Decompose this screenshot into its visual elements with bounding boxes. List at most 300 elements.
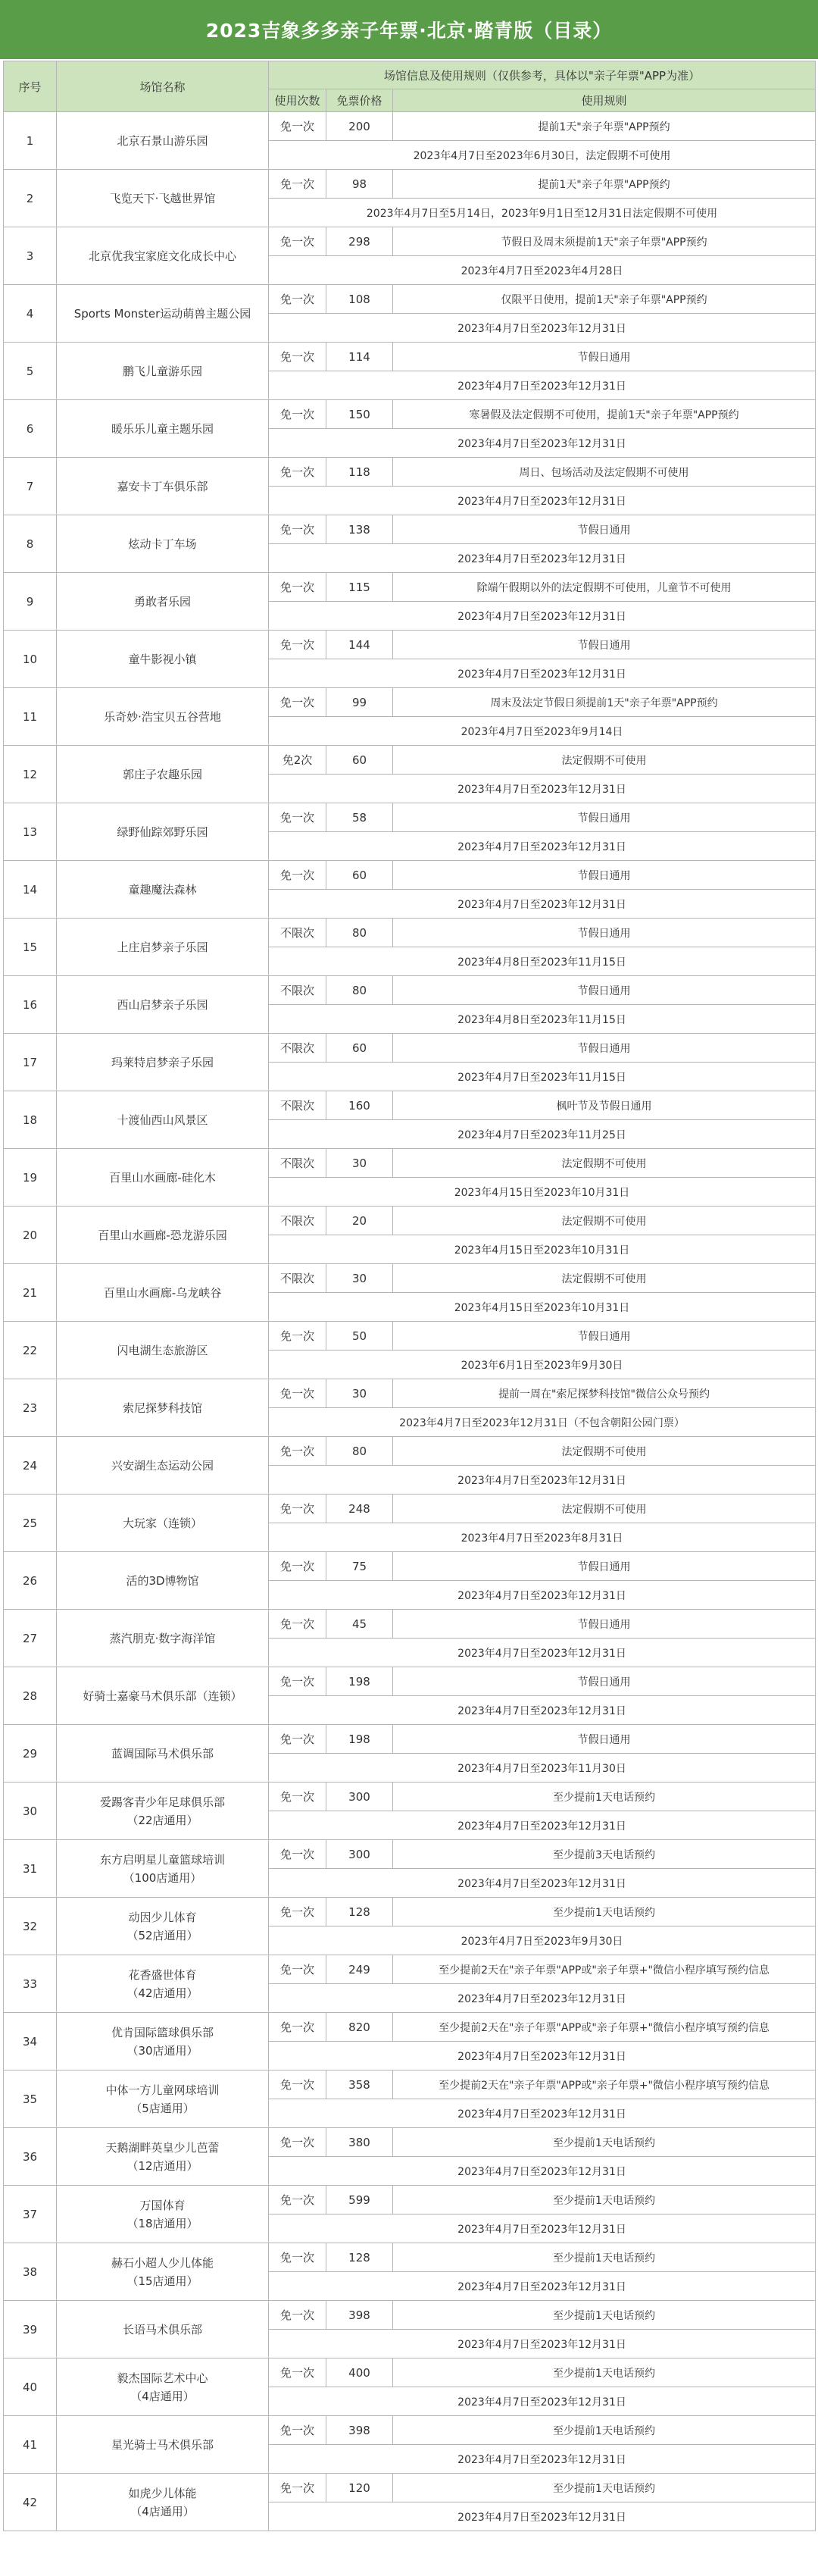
venue-name bbox=[57, 1379, 269, 1437]
table-row bbox=[4, 1898, 816, 1927]
venue-name-text: 优肯国际篮球俱乐部 bbox=[111, 2025, 214, 2039]
ticket-price: 118 bbox=[326, 458, 393, 487]
venue-name bbox=[57, 631, 269, 688]
usage-rule: 节假日及周末须提前1天"亲子年票"APP预约 bbox=[393, 227, 816, 256]
table-row bbox=[4, 2128, 816, 2157]
venue-name-text: 百里山水画廊-乌龙峡谷 bbox=[103, 1285, 222, 1300]
venue-name bbox=[57, 1667, 269, 1725]
usage-rule: 至少提前1天电话预约 bbox=[393, 2243, 816, 2272]
usage-rule: 节假日通用 bbox=[393, 1322, 816, 1351]
valid-period: 2023年4月7日至2023年12月31日 bbox=[269, 429, 816, 458]
venue-name-text: 百里山水画廊-硅化木 bbox=[109, 1170, 216, 1185]
ticket-price: 398 bbox=[326, 2301, 393, 2330]
valid-period: 2023年4月7日至2023年11月15日 bbox=[269, 1063, 816, 1091]
usage-rule: 节假日通用 bbox=[393, 1725, 816, 1754]
venue-name-text: 大玩家（连锁） bbox=[122, 1516, 202, 1530]
ticket-price: 80 bbox=[326, 919, 393, 947]
ticket-price: 198 bbox=[326, 1667, 393, 1696]
usage-count: 免一次 bbox=[269, 1495, 326, 1523]
venue-name bbox=[57, 2358, 269, 2416]
ticket-price: 60 bbox=[326, 746, 393, 775]
venue-name-text: 绿野仙踪郊野乐园 bbox=[117, 825, 208, 839]
valid-period: 2023年4月7日至2023年12月31日 bbox=[269, 659, 816, 688]
row-number: 19 bbox=[4, 1149, 57, 1207]
venue-name bbox=[57, 1207, 269, 1264]
table-row bbox=[4, 2186, 816, 2214]
venue-name-text: 十渡仙西山风景区 bbox=[117, 1113, 208, 1127]
usage-count: 免一次 bbox=[269, 170, 326, 199]
table-row bbox=[4, 112, 816, 141]
usage-rule: 提前一周在"索尼探梦科技馆"微信公众号预约 bbox=[393, 1379, 816, 1408]
usage-rule: 节假日通用 bbox=[393, 803, 816, 832]
venue-name bbox=[57, 170, 269, 227]
venue-store-count: （22店通用） bbox=[126, 1813, 198, 1827]
usage-rule: 寒暑假及法定假期不可使用，提前1天"亲子年票"APP预约 bbox=[393, 400, 816, 429]
usage-count: 免一次 bbox=[269, 573, 326, 602]
venue-name-text: 郭庄子农趣乐园 bbox=[122, 767, 202, 781]
table-row bbox=[4, 1667, 816, 1696]
table-row bbox=[4, 861, 816, 890]
ticket-price: 20 bbox=[326, 1207, 393, 1235]
row-number: 20 bbox=[4, 1207, 57, 1264]
table-row bbox=[4, 976, 816, 1005]
usage-count: 免一次 bbox=[269, 2071, 326, 2099]
venue-name-text: 西山启梦亲子乐园 bbox=[117, 997, 208, 1012]
table-row bbox=[4, 1725, 816, 1754]
venue-name bbox=[57, 1610, 269, 1667]
row-number: 27 bbox=[4, 1610, 57, 1667]
usage-rule: 至少提前1天电话预约 bbox=[393, 2358, 816, 2387]
usage-count: 免一次 bbox=[269, 2243, 326, 2272]
venue-name bbox=[57, 1437, 269, 1495]
usage-rule: 至少提前1天电话预约 bbox=[393, 2474, 816, 2502]
header-seq: 序号 bbox=[4, 61, 57, 112]
usage-rule: 至少提前2天在"亲子年票"APP或"亲子年票+"微信小程序填写预约信息 bbox=[393, 2071, 816, 2099]
table-row bbox=[4, 2243, 816, 2272]
venue-name-text: 毅杰国际艺术中心 bbox=[117, 2371, 208, 2385]
usage-rule: 法定假期不可使用 bbox=[393, 746, 816, 775]
row-number: 2 bbox=[4, 170, 57, 227]
header-venue: 场馆名称 bbox=[57, 61, 269, 112]
venue-store-count: （42店通用） bbox=[126, 1986, 198, 2000]
venue-name bbox=[57, 2474, 269, 2531]
row-number: 36 bbox=[4, 2128, 57, 2186]
usage-count: 免一次 bbox=[269, 1552, 326, 1581]
usage-rule: 枫叶节及节假日通用 bbox=[393, 1091, 816, 1120]
venue-name bbox=[57, 1552, 269, 1610]
valid-period: 2023年4月7日至2023年12月31日 bbox=[269, 2042, 816, 2071]
header-price: 免票价格 bbox=[326, 89, 393, 112]
usage-rule: 除端午假期以外的法定假期不可使用，儿童节不可使用 bbox=[393, 573, 816, 602]
venue-name bbox=[57, 1840, 269, 1898]
ticket-price: 358 bbox=[326, 2071, 393, 2099]
usage-count: 免一次 bbox=[269, 458, 326, 487]
row-number: 25 bbox=[4, 1495, 57, 1552]
usage-rule: 周日、包场活动及法定假期不可使用 bbox=[393, 458, 816, 487]
table-row bbox=[4, 227, 816, 256]
table-row bbox=[4, 1379, 816, 1408]
row-number: 21 bbox=[4, 1264, 57, 1322]
ticket-price: 114 bbox=[326, 343, 393, 371]
ticket-price: 138 bbox=[326, 515, 393, 544]
usage-count: 不限次 bbox=[269, 1264, 326, 1293]
usage-count: 免一次 bbox=[269, 1379, 326, 1408]
table-row bbox=[4, 1840, 816, 1869]
valid-period: 2023年4月7日至2023年9月30日 bbox=[269, 1927, 816, 1955]
valid-period: 2023年4月7日至2023年12月31日 bbox=[269, 314, 816, 343]
valid-period: 2023年4月7日至2023年12月31日（不包含朝阳公园门票） bbox=[269, 1408, 816, 1437]
venue-name-text: 鹏飞儿童游乐园 bbox=[122, 364, 202, 378]
valid-period: 2023年4月7日至2023年12月31日 bbox=[269, 2502, 816, 2531]
usage-count: 免一次 bbox=[269, 2128, 326, 2157]
table-row bbox=[4, 746, 816, 775]
valid-period: 2023年4月7日至2023年12月31日 bbox=[269, 1466, 816, 1495]
usage-rule: 仅限平日使用，提前1天"亲子年票"APP预约 bbox=[393, 285, 816, 314]
header-rule: 使用规则 bbox=[393, 89, 816, 112]
venue-name-text: 百里山水画廊-恐龙游乐园 bbox=[98, 1228, 227, 1242]
usage-count: 免一次 bbox=[269, 1725, 326, 1754]
row-number: 10 bbox=[4, 631, 57, 688]
ticket-price: 99 bbox=[326, 688, 393, 717]
usage-rule: 法定假期不可使用 bbox=[393, 1437, 816, 1466]
valid-period: 2023年4月8日至2023年11月15日 bbox=[269, 1005, 816, 1034]
valid-period: 2023年4月7日至2023年12月31日 bbox=[269, 2272, 816, 2301]
ticket-price: 45 bbox=[326, 1610, 393, 1639]
venue-store-count: （100店通用） bbox=[123, 1870, 202, 1885]
venue-name bbox=[57, 2243, 269, 2301]
usage-rule: 节假日通用 bbox=[393, 515, 816, 544]
venue-name bbox=[57, 919, 269, 976]
usage-count: 不限次 bbox=[269, 919, 326, 947]
row-number: 30 bbox=[4, 1783, 57, 1840]
venue-name-text: 闪电湖生态旅游区 bbox=[117, 1343, 208, 1357]
ticket-price: 248 bbox=[326, 1495, 393, 1523]
venue-name-text: 如虎少儿体能 bbox=[128, 2486, 197, 2500]
valid-period: 2023年4月7日至2023年12月31日 bbox=[269, 1639, 816, 1667]
venue-name bbox=[57, 1495, 269, 1552]
row-number: 15 bbox=[4, 919, 57, 976]
ticket-price: 60 bbox=[326, 861, 393, 890]
usage-rule: 节假日通用 bbox=[393, 919, 816, 947]
venue-name bbox=[57, 515, 269, 573]
venue-name-text: 上庄启梦亲子乐园 bbox=[117, 940, 208, 954]
usage-count: 免一次 bbox=[269, 1898, 326, 1927]
ticket-price: 60 bbox=[326, 1034, 393, 1063]
table-row bbox=[4, 919, 816, 947]
usage-count: 免一次 bbox=[269, 1783, 326, 1811]
venue-name-text: 暖乐乐儿童主题乐园 bbox=[111, 421, 214, 436]
row-number: 26 bbox=[4, 1552, 57, 1610]
venue-name bbox=[57, 2128, 269, 2186]
row-number: 29 bbox=[4, 1725, 57, 1783]
valid-period: 2023年4月7日至2023年8月31日 bbox=[269, 1523, 816, 1552]
row-number: 24 bbox=[4, 1437, 57, 1495]
ticket-price: 300 bbox=[326, 1840, 393, 1869]
table-body bbox=[4, 112, 816, 2531]
usage-count: 免2次 bbox=[269, 746, 326, 775]
venue-name-text: 星光骑士马术俱乐部 bbox=[111, 2437, 214, 2452]
row-number: 40 bbox=[4, 2358, 57, 2416]
venue-name-text: 蓝调国际马术俱乐部 bbox=[111, 1746, 214, 1761]
venue-name bbox=[57, 2301, 269, 2358]
usage-rule: 至少提前1天电话预约 bbox=[393, 2128, 816, 2157]
venue-name bbox=[57, 1898, 269, 1955]
venue-name-text: 活的3D博物馆 bbox=[126, 1573, 199, 1588]
venue-name-text: 好骑士嘉豪马术俱乐部（连锁） bbox=[83, 1689, 242, 1703]
table-row bbox=[4, 688, 816, 717]
usage-rule: 节假日通用 bbox=[393, 631, 816, 659]
valid-period: 2023年4月15日至2023年10月31日 bbox=[269, 1235, 816, 1264]
ticket-price: 120 bbox=[326, 2474, 393, 2502]
valid-period: 2023年4月7日至2023年12月31日 bbox=[269, 2387, 816, 2416]
valid-period: 2023年4月7日至2023年12月31日 bbox=[269, 775, 816, 803]
venue-name-text: 嘉安卡丁车俱乐部 bbox=[117, 479, 208, 493]
valid-period: 2023年4月7日至2023年12月31日 bbox=[269, 1581, 816, 1610]
row-number: 33 bbox=[4, 1955, 57, 2013]
table-row bbox=[4, 1552, 816, 1581]
table-row bbox=[4, 2474, 816, 2502]
row-number: 13 bbox=[4, 803, 57, 861]
usage-count: 免一次 bbox=[269, 861, 326, 890]
ticket-price: 80 bbox=[326, 976, 393, 1005]
valid-period: 2023年4月7日至5月14日，2023年9月1日至12月31日法定假期不可使用 bbox=[269, 199, 816, 227]
venue-name bbox=[57, 573, 269, 631]
table-row bbox=[4, 2071, 816, 2099]
row-number: 22 bbox=[4, 1322, 57, 1379]
page-title: 2023吉象多多亲子年票·北京·踏青版（目录） bbox=[0, 0, 818, 59]
valid-period: 2023年4月8日至2023年11月15日 bbox=[269, 947, 816, 976]
table-row bbox=[4, 1955, 816, 1984]
usage-count: 免一次 bbox=[269, 2416, 326, 2445]
venue-name-text: 动因少儿体育 bbox=[128, 1910, 197, 1924]
usage-count: 免一次 bbox=[269, 227, 326, 256]
table-row bbox=[4, 170, 816, 199]
valid-period: 2023年4月7日至2023年12月31日 bbox=[269, 2445, 816, 2474]
valid-period: 2023年4月7日至2023年12月31日 bbox=[269, 2157, 816, 2186]
ticket-price: 115 bbox=[326, 573, 393, 602]
venue-name-text: 蒸汽朋克·数字海洋馆 bbox=[109, 1631, 216, 1645]
venue-name-text: 中体一方儿童网球培训 bbox=[105, 2083, 220, 2097]
valid-period: 2023年4月7日至2023年12月31日 bbox=[269, 544, 816, 573]
usage-rule: 节假日通用 bbox=[393, 1610, 816, 1639]
valid-period: 2023年4月7日至2023年12月31日 bbox=[269, 2330, 816, 2358]
row-number: 32 bbox=[4, 1898, 57, 1955]
header-info: 场馆信息及使用规则（仅供参考，具体以"亲子年票"APP为准） bbox=[269, 61, 816, 89]
venue-name-text: 勇敢者乐园 bbox=[133, 594, 191, 609]
valid-period: 2023年4月7日至2023年12月31日 bbox=[269, 890, 816, 919]
venue-name bbox=[57, 688, 269, 746]
ticket-price: 249 bbox=[326, 1955, 393, 1984]
table-row bbox=[4, 515, 816, 544]
table-row bbox=[4, 1322, 816, 1351]
valid-period: 2023年4月7日至2023年12月31日 bbox=[269, 371, 816, 400]
valid-period: 2023年4月15日至2023年10月31日 bbox=[269, 1178, 816, 1207]
valid-period: 2023年4月15日至2023年10月31日 bbox=[269, 1293, 816, 1322]
table-row bbox=[4, 631, 816, 659]
ticket-price: 50 bbox=[326, 1322, 393, 1351]
row-number: 18 bbox=[4, 1091, 57, 1149]
venue-name bbox=[57, 2013, 269, 2071]
ticket-price: 108 bbox=[326, 285, 393, 314]
table-row bbox=[4, 1207, 816, 1235]
venue-name bbox=[57, 1955, 269, 2013]
venue-name-text: 玛莱特启梦亲子乐园 bbox=[111, 1055, 214, 1069]
row-number: 16 bbox=[4, 976, 57, 1034]
row-number: 38 bbox=[4, 2243, 57, 2301]
table-row bbox=[4, 458, 816, 487]
valid-period: 2023年4月7日至2023年12月31日 bbox=[269, 1811, 816, 1840]
row-number: 14 bbox=[4, 861, 57, 919]
table-row bbox=[4, 2013, 816, 2042]
row-number: 35 bbox=[4, 2071, 57, 2128]
venue-store-count: （30店通用） bbox=[126, 2043, 198, 2058]
usage-count: 免一次 bbox=[269, 631, 326, 659]
usage-rule: 法定假期不可使用 bbox=[393, 1495, 816, 1523]
row-number: 12 bbox=[4, 746, 57, 803]
venue-name bbox=[57, 227, 269, 285]
usage-count: 不限次 bbox=[269, 1034, 326, 1063]
ticket-price: 30 bbox=[326, 1379, 393, 1408]
valid-period: 2023年4月7日至2023年11月30日 bbox=[269, 1754, 816, 1783]
venue-name bbox=[57, 1783, 269, 1840]
ticket-price: 80 bbox=[326, 1437, 393, 1466]
usage-count: 免一次 bbox=[269, 1437, 326, 1466]
venue-name-text: 长语马术俱乐部 bbox=[122, 2322, 202, 2337]
valid-period: 2023年4月7日至2023年12月31日 bbox=[269, 1984, 816, 2013]
venue-name-text: 万国体育 bbox=[139, 2198, 186, 2212]
valid-period: 2023年4月7日至2023年9月14日 bbox=[269, 717, 816, 746]
usage-count: 免一次 bbox=[269, 2013, 326, 2042]
venue-store-count: （5店通用） bbox=[130, 2101, 195, 2115]
table-row bbox=[4, 2301, 816, 2330]
usage-count: 免一次 bbox=[269, 515, 326, 544]
row-number: 11 bbox=[4, 688, 57, 746]
venue-name-text: 炫动卡丁车场 bbox=[128, 537, 197, 551]
row-number: 1 bbox=[4, 112, 57, 170]
usage-rule: 至少提前2天在"亲子年票"APP或"亲子年票+"微信小程序填写预约信息 bbox=[393, 2013, 816, 2042]
usage-rule: 节假日通用 bbox=[393, 861, 816, 890]
venue-name bbox=[57, 2416, 269, 2474]
venue-store-count: （4店通用） bbox=[130, 2389, 195, 2403]
usage-count: 免一次 bbox=[269, 2358, 326, 2387]
valid-period: 2023年4月7日至2023年12月31日 bbox=[269, 2214, 816, 2243]
venue-name bbox=[57, 976, 269, 1034]
valid-period: 2023年4月7日至2023年12月31日 bbox=[269, 832, 816, 861]
usage-count: 免一次 bbox=[269, 1322, 326, 1351]
venue-name bbox=[57, 343, 269, 400]
ticket-price: 144 bbox=[326, 631, 393, 659]
usage-count: 不限次 bbox=[269, 1149, 326, 1178]
venue-name-text: 索尼探梦科技馆 bbox=[122, 1401, 202, 1415]
usage-count: 免一次 bbox=[269, 343, 326, 371]
row-number: 17 bbox=[4, 1034, 57, 1091]
venue-name-text: 兴安湖生态运动公园 bbox=[111, 1458, 214, 1473]
valid-period: 2023年4月7日至2023年6月30日，法定假期不可使用 bbox=[269, 141, 816, 170]
row-number: 5 bbox=[4, 343, 57, 400]
venue-store-count: （18店通用） bbox=[126, 2216, 198, 2230]
ticket-price: 30 bbox=[326, 1149, 393, 1178]
usage-count: 免一次 bbox=[269, 400, 326, 429]
usage-rule: 节假日通用 bbox=[393, 1552, 816, 1581]
venue-name-text: 飞览天下·飞越世界馆 bbox=[109, 191, 216, 205]
usage-count: 免一次 bbox=[269, 2301, 326, 2330]
ticket-price: 380 bbox=[326, 2128, 393, 2157]
ticket-price: 75 bbox=[326, 1552, 393, 1581]
venue-name bbox=[57, 112, 269, 170]
usage-count: 免一次 bbox=[269, 2474, 326, 2502]
venue-name bbox=[57, 2186, 269, 2243]
table-row bbox=[4, 1264, 816, 1293]
usage-rule: 至少提前1天电话预约 bbox=[393, 1898, 816, 1927]
ticket-price: 200 bbox=[326, 112, 393, 141]
ticket-price: 400 bbox=[326, 2358, 393, 2387]
usage-count: 不限次 bbox=[269, 976, 326, 1005]
usage-count: 不限次 bbox=[269, 1091, 326, 1120]
ticket-price: 58 bbox=[326, 803, 393, 832]
row-number: 8 bbox=[4, 515, 57, 573]
table-row bbox=[4, 803, 816, 832]
ticket-price: 398 bbox=[326, 2416, 393, 2445]
usage-count: 免一次 bbox=[269, 1840, 326, 1869]
row-number: 3 bbox=[4, 227, 57, 285]
table-row bbox=[4, 1495, 816, 1523]
venue-name-text: 赫石小超人少儿体能 bbox=[111, 2255, 214, 2270]
valid-period: 2023年4月7日至2023年4月28日 bbox=[269, 256, 816, 285]
venue-name bbox=[57, 1091, 269, 1149]
usage-rule: 节假日通用 bbox=[393, 1667, 816, 1696]
valid-period: 2023年4月7日至2023年12月31日 bbox=[269, 602, 816, 631]
venue-name bbox=[57, 400, 269, 458]
venue-store-count: （15店通用） bbox=[126, 2274, 198, 2288]
venue-name-text: 乐奇妙·浩宝贝五谷营地 bbox=[104, 709, 221, 724]
usage-rule: 法定假期不可使用 bbox=[393, 1207, 816, 1235]
valid-period: 2023年4月7日至2023年12月31日 bbox=[269, 2099, 816, 2128]
venue-name bbox=[57, 1264, 269, 1322]
venue-name-text: Sports Monster运动萌兽主题公园 bbox=[73, 306, 251, 321]
usage-rule: 至少提前1天电话预约 bbox=[393, 2416, 816, 2445]
usage-rule: 至少提前1天电话预约 bbox=[393, 2301, 816, 2330]
venue-name bbox=[57, 1322, 269, 1379]
ticket-price: 98 bbox=[326, 170, 393, 199]
ticket-price: 820 bbox=[326, 2013, 393, 2042]
row-number: 34 bbox=[4, 2013, 57, 2071]
table-row bbox=[4, 2358, 816, 2387]
table-row bbox=[4, 1091, 816, 1120]
ticket-price: 160 bbox=[326, 1091, 393, 1120]
venue-store-count: （12店通用） bbox=[126, 2158, 198, 2173]
venue-name bbox=[57, 861, 269, 919]
venue-name bbox=[57, 285, 269, 343]
valid-period: 2023年4月7日至2023年11月25日 bbox=[269, 1120, 816, 1149]
usage-rule: 节假日通用 bbox=[393, 1034, 816, 1063]
usage-rule: 提前1天"亲子年票"APP预约 bbox=[393, 112, 816, 141]
venue-store-count: （4店通用） bbox=[130, 2504, 195, 2518]
venue-name bbox=[57, 746, 269, 803]
header-usage: 使用次数 bbox=[269, 89, 326, 112]
table-row bbox=[4, 1149, 816, 1178]
venue-name-text: 童牛影视小镇 bbox=[128, 652, 197, 666]
row-number: 31 bbox=[4, 1840, 57, 1898]
usage-count: 免一次 bbox=[269, 1955, 326, 1984]
row-number: 9 bbox=[4, 573, 57, 631]
valid-period: 2023年4月7日至2023年12月31日 bbox=[269, 487, 816, 515]
row-number: 6 bbox=[4, 400, 57, 458]
usage-rule: 周末及法定节假日须提前1天"亲子年票"APP预约 bbox=[393, 688, 816, 717]
venue-store-count: （52店通用） bbox=[126, 1928, 198, 1942]
usage-count: 免一次 bbox=[269, 112, 326, 141]
table-row bbox=[4, 1783, 816, 1811]
row-number: 42 bbox=[4, 2474, 57, 2531]
